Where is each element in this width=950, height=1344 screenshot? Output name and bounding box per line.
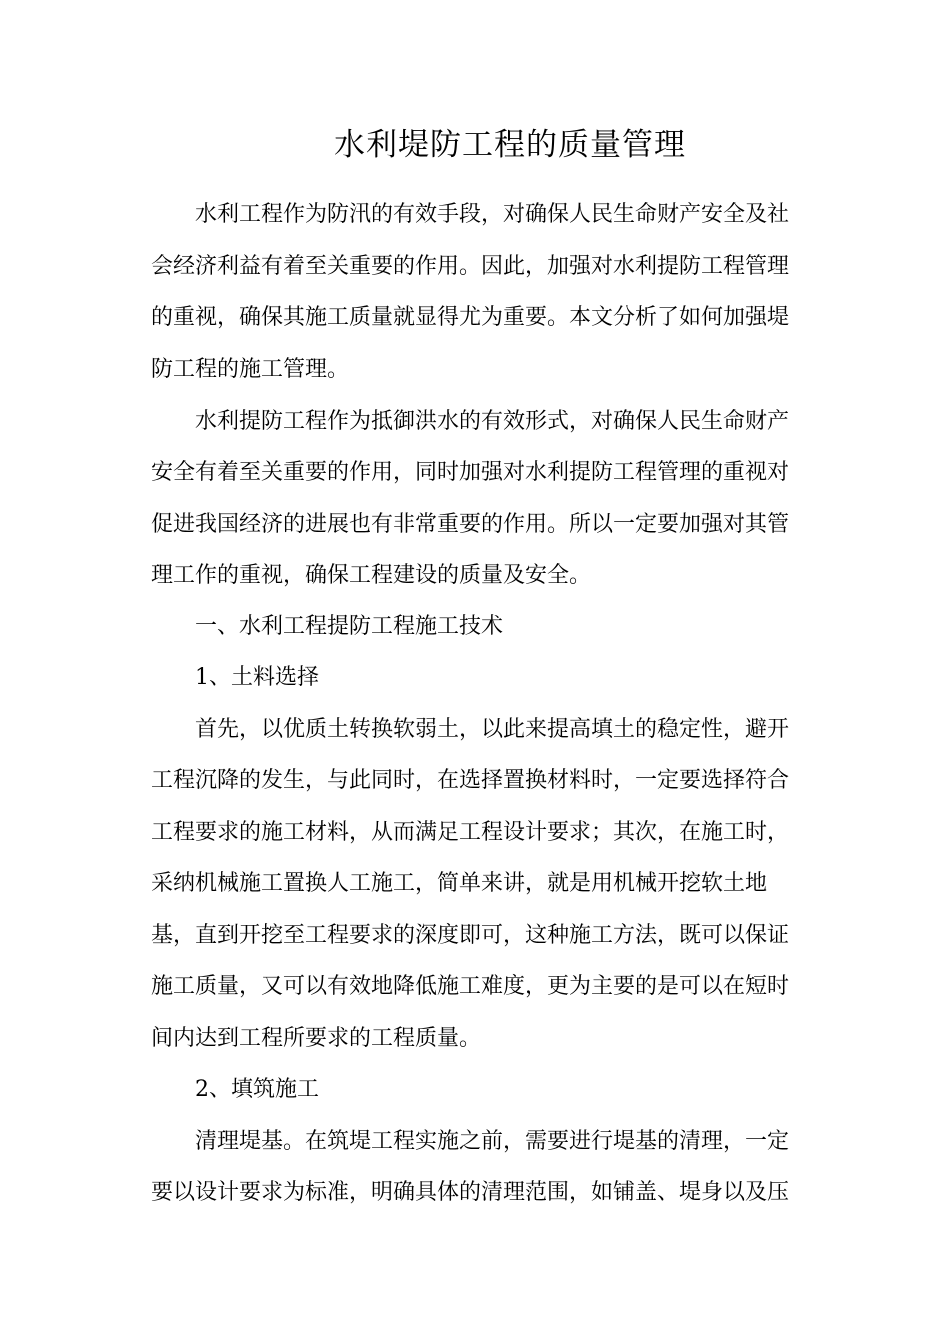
paragraph-4-line-1: 清理堤基。在筑堤工程实施之前，需要进行堤基的清理，一定 [195, 1129, 790, 1154]
document-title: 水利堤防工程的质量管理 [334, 127, 686, 163]
paragraph-3-line-7: 间内达到工程所要求的工程质量。 [151, 1026, 482, 1051]
paragraph-1-line-3: 的重视，确保其施工质量就显得尤为重要。本文分析了如何加强堤 [151, 305, 790, 330]
paragraph-2-line-3: 促进我国经济的进展也有非常重要的作用。所以一定要加强对其管 [151, 512, 790, 537]
paragraph-3-line-4: 采纳机械施工置换人工施工，简单来讲，就是用机械开挖软土地 [151, 871, 768, 896]
paragraph-4-line-2: 要以设计要求为标准，明确具体的清理范围，如铺盖、堤身以及压 [151, 1180, 790, 1205]
paragraph-1-line-1: 水利工程作为防汛的有效手段，对确保人民生命财产安全及社 [195, 202, 790, 227]
paragraph-3-line-1: 首先，以优质土转换软弱土，以此来提高填土的稳定性，避开 [195, 717, 790, 742]
paragraph-2-line-4: 理工作的重视，确保工程建设的质量及安全。 [151, 563, 592, 588]
paragraph-3-line-5: 基，直到开挖至工程要求的深度即可，这种施工方法，既可以保证 [151, 923, 790, 948]
section-heading-1: 一、水利工程提防工程施工技术 [195, 614, 504, 639]
paragraph-1-line-2: 会经济利益有着至关重要的作用。因此，加强对水利提防工程管理 [151, 254, 790, 279]
subsection-heading-2: 2、填筑施工 [195, 1077, 319, 1102]
paragraph-3-line-6: 施工质量，又可以有效地降低施工难度，更为主要的是可以在短时 [151, 974, 790, 999]
paragraph-1-line-4: 防工程的施工管理。 [151, 357, 350, 382]
paragraph-2-line-1: 水利提防工程作为抵御洪水的有效形式，对确保人民生命财产 [195, 409, 790, 434]
subsection-heading-1: 1、土料选择 [195, 665, 319, 690]
paragraph-2-line-2: 安全有着至关重要的作用，同时加强对水利提防工程管理的重视对 [151, 460, 790, 485]
paragraph-3-line-3: 工程要求的施工材料，从而满足工程设计要求；其次，在施工时， [151, 820, 790, 845]
paragraph-3-line-2: 工程沉降的发生，与此同时，在选择置换材料时，一定要选择符合 [151, 768, 790, 793]
